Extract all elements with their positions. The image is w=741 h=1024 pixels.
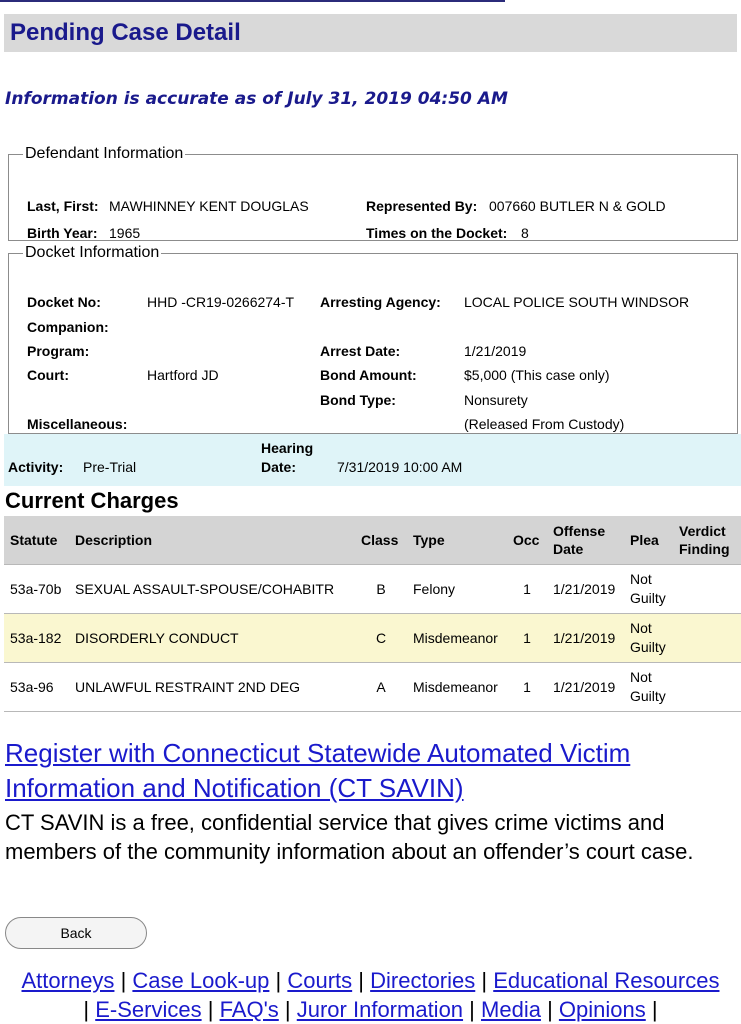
- program-label: Program:: [27, 343, 90, 359]
- released-note: (Released From Custody): [464, 416, 625, 432]
- page-title: Pending Case Detail: [10, 19, 241, 46]
- table-row: [4, 663, 741, 712]
- represented-by-label: Represented By:: [366, 198, 478, 214]
- footer-separator: |: [83, 997, 90, 1022]
- companion-label: Companion:: [27, 319, 109, 335]
- plea-line1: Not: [630, 571, 652, 587]
- accuracy-note: Information is accurate as of July 31, 2019 04:50 AM: [5, 89, 508, 109]
- bond-type-value: Nonsurety: [464, 392, 528, 408]
- footer-separator: |: [547, 997, 553, 1022]
- footer-separator: |: [120, 968, 127, 993]
- offense-date-cell: 1/21/2019: [547, 614, 624, 663]
- activity-bar: [4, 434, 741, 486]
- col-offense-date: [547, 516, 624, 565]
- bond-type-label: Bond Type:: [320, 392, 396, 408]
- represented-by-value: 007660 BUTLER N & GOLD: [489, 198, 666, 214]
- last-first-label: Last, First:: [27, 198, 99, 214]
- col-occ: Occ: [507, 516, 547, 565]
- activity-value: Pre-Trial: [83, 459, 137, 475]
- defendant-legend: Defendant Information: [25, 145, 184, 162]
- bond-amount-label: Bond Amount:: [320, 367, 417, 383]
- col-verdict-line2: Finding: [679, 541, 730, 557]
- birth-year-label: Birth Year:: [27, 225, 98, 241]
- description-cell: UNLAWFUL RESTRAINT 2ND DEG: [69, 663, 355, 712]
- court-label: Court:: [27, 367, 69, 383]
- footer-link-courts[interactable]: Courts: [287, 968, 353, 993]
- table-row: [4, 565, 741, 614]
- hearing-label: Hearing: [261, 440, 314, 456]
- footer-link-attorneys[interactable]: Attorneys: [21, 968, 115, 993]
- title-bar: [4, 14, 737, 52]
- footer-link-faqs[interactable]: FAQ's: [219, 997, 279, 1022]
- docket-info-box: [8, 244, 738, 434]
- arrest-date-label: Arrest Date:: [320, 343, 401, 359]
- arrest-date-value: 1/21/2019: [464, 343, 527, 359]
- offense-date-cell: 1/21/2019: [547, 565, 624, 614]
- hearing-date-label: Date:: [261, 459, 297, 475]
- occ-cell: 1: [507, 565, 547, 614]
- description-cell: SEXUAL ASSAULT-SPOUSE/COHABITR: [69, 565, 355, 614]
- verdict-cell: [673, 565, 741, 614]
- docket-no-label: Docket No:: [27, 294, 101, 310]
- docket-legend: Docket Information: [25, 244, 160, 261]
- footer-separator: |: [651, 997, 658, 1022]
- plea-line1: Not: [630, 620, 652, 636]
- col-verdict: [673, 516, 741, 565]
- back-button[interactable]: Back: [5, 917, 147, 949]
- col-type: Type: [407, 516, 507, 565]
- footer-separator: |: [207, 997, 214, 1022]
- charges-table: [4, 516, 741, 712]
- footer-separator: |: [481, 968, 488, 993]
- verdict-cell: [673, 663, 741, 712]
- col-description: Description: [69, 516, 355, 565]
- current-charges-heading: Current Charges: [5, 488, 179, 513]
- hearing-date-value: 7/31/2019 10:00 AM: [337, 459, 463, 475]
- col-verdict-line1: Verdict: [679, 523, 726, 539]
- arresting-agency-label: Arresting Agency:: [320, 294, 441, 310]
- type-cell: Felony: [407, 565, 507, 614]
- occ-cell: 1: [507, 663, 547, 712]
- plea-cell: [624, 663, 673, 712]
- charges-header-row: [4, 516, 741, 565]
- col-offense-line1: Offense: [553, 523, 606, 539]
- footer-link-directories[interactable]: Directories: [370, 968, 476, 993]
- table-row: [4, 614, 741, 663]
- footer-nav: [0, 966, 741, 1024]
- col-plea: Plea: [624, 516, 673, 565]
- offense-date-cell: 1/21/2019: [547, 663, 624, 712]
- top-rule: [0, 0, 505, 2]
- footer-link-educational-resources[interactable]: Educational Resources: [493, 968, 720, 993]
- description-cell: DISORDERLY CONDUCT: [69, 614, 355, 663]
- last-first-value: MAWHINNEY KENT DOUGLAS: [109, 198, 309, 214]
- miscellaneous-label: Miscellaneous:: [27, 416, 128, 432]
- court-value: Hartford JD: [147, 367, 219, 383]
- plea-line2: Guilty: [630, 590, 666, 606]
- statute-cell: 53a-70b: [4, 565, 69, 614]
- class-cell: B: [355, 565, 407, 614]
- plea-cell: [624, 614, 673, 663]
- occ-cell: 1: [507, 614, 547, 663]
- plea-line2: Guilty: [630, 639, 666, 655]
- class-cell: A: [355, 663, 407, 712]
- times-on-docket-value: 8: [521, 225, 529, 241]
- footer-separator: |: [358, 968, 364, 993]
- footer-link-e-services[interactable]: E-Services: [95, 997, 202, 1022]
- footer-separator: |: [469, 997, 475, 1022]
- verdict-cell: [673, 614, 741, 663]
- footer-link-case-lookup[interactable]: Case Look-up: [132, 968, 270, 993]
- footer-separator: |: [275, 968, 282, 993]
- statute-cell: 53a-182: [4, 614, 69, 663]
- birth-year-value: 1965: [109, 225, 141, 241]
- footer-link-juror-information[interactable]: Juror Information: [296, 997, 464, 1022]
- statute-cell: 53a-96: [4, 663, 69, 712]
- savin-description: CT SAVIN is a free, confidential service that gives crime victims and members of the community information about an offender’s court case.: [5, 810, 694, 864]
- col-class: Class: [355, 516, 407, 565]
- savin-register-link[interactable]: Register with Connecticut Statewide Automated Victim Information and Notification (CT SAVIN): [5, 738, 631, 803]
- type-cell: Misdemeanor: [407, 663, 507, 712]
- footer-separator: |: [284, 997, 291, 1022]
- docket-no-value: HHD -CR19-0266274-T: [147, 294, 295, 310]
- bond-amount-value: $5,000 (This case only): [464, 367, 610, 383]
- plea-line2: Guilty: [630, 688, 666, 704]
- footer-link-opinions[interactable]: Opinions: [558, 997, 646, 1022]
- plea-line1: Not: [630, 669, 652, 685]
- class-cell: C: [355, 614, 407, 663]
- col-statute: Statute: [4, 516, 69, 565]
- col-offense-line2: Date: [553, 541, 584, 557]
- times-on-docket-label: Times on the Docket:: [366, 225, 508, 241]
- type-cell: Misdemeanor: [407, 614, 507, 663]
- arresting-agency-value: LOCAL POLICE SOUTH WINDSOR: [464, 294, 690, 310]
- footer-link-media[interactable]: Media: [481, 997, 541, 1022]
- defendant-info-box: [8, 145, 738, 241]
- activity-label: Activity:: [8, 459, 64, 475]
- plea-cell: [624, 565, 673, 614]
